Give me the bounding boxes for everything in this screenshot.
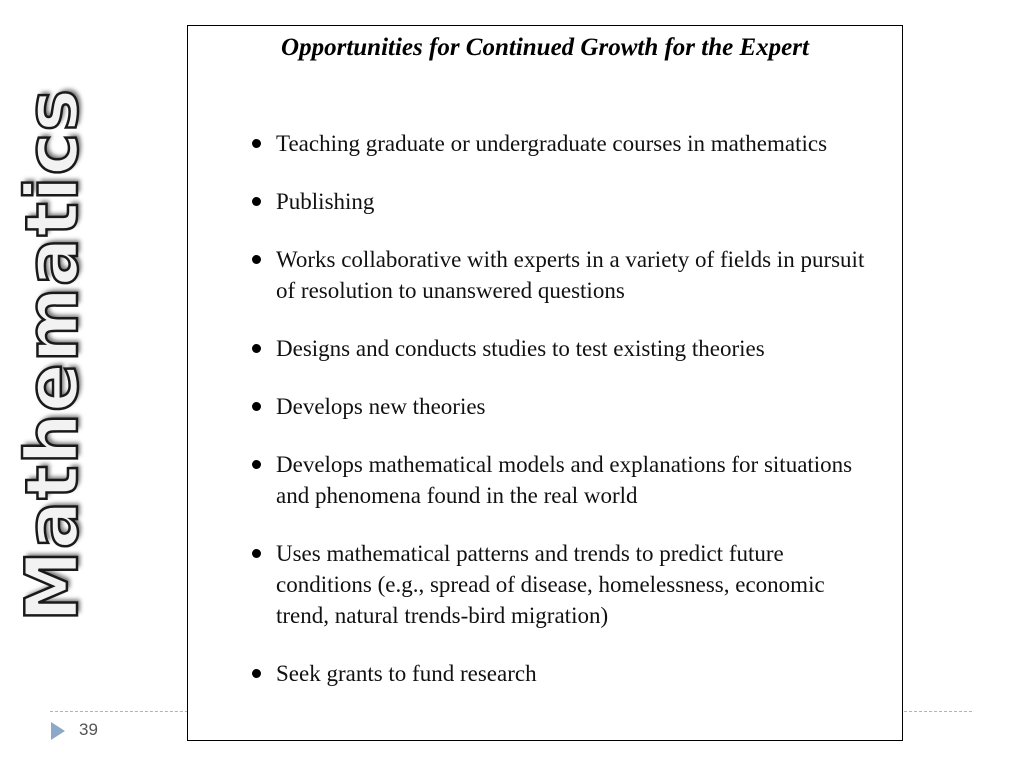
box-title: Opportunities for Continued Growth for the Expert <box>281 34 809 61</box>
bullet-item <box>250 244 882 306</box>
bullet-icon <box>252 255 261 264</box>
bullet-text: Teaching graduate or undergraduate courses in mathematics <box>276 131 828 156</box>
bullet-icon <box>252 139 261 148</box>
bullet-text: Develops mathematical models and explanations for situations and phenomena found in the real world <box>276 452 853 508</box>
content-box <box>187 25 903 741</box>
bullet-text: Publishing <box>276 189 375 214</box>
bullet-item <box>250 538 882 631</box>
bullet-item <box>250 186 882 217</box>
bullet-item <box>250 333 882 364</box>
bullet-item <box>250 128 882 159</box>
bullet-item <box>250 391 882 422</box>
bullet-icon <box>252 402 261 411</box>
bullet-list <box>250 128 882 716</box>
bullet-icon <box>252 669 261 678</box>
bullet-text: Uses mathematical patterns and trends to predict future conditions (e.g., spread of disease, homelessness, economic trend, natural trends-bird migration) <box>276 541 825 628</box>
bullet-icon <box>252 460 261 469</box>
bullet-text: Designs and conducts studies to test existing theories <box>276 336 765 361</box>
bullet-text: Works collaborative with experts in a variety of fields in pursuit of resolution to unanswered questions <box>276 247 865 303</box>
bullet-icon <box>252 344 261 353</box>
bullet-text: Seek grants to fund research <box>276 661 537 686</box>
side-title: Mathematics <box>10 88 94 622</box>
bullet-text: Develops new theories <box>276 394 486 419</box>
page-number: 39 <box>79 720 98 739</box>
bullet-icon <box>252 549 261 558</box>
bullet-item <box>250 658 882 689</box>
page-arrow-icon <box>51 722 65 740</box>
bullet-item <box>250 449 882 511</box>
bullet-icon <box>252 197 261 206</box>
